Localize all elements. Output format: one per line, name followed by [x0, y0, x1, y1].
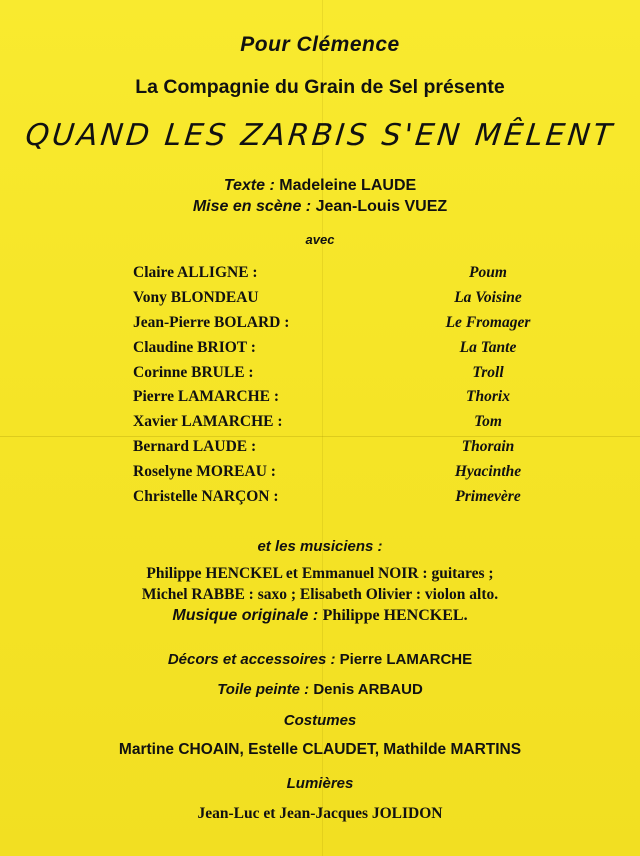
- cast-actor: Claire ALLIGNE :: [133, 264, 258, 281]
- lumieres-heading: Lumières: [286, 775, 354, 792]
- cast-role: Thorix: [466, 388, 510, 406]
- costumes-heading: Costumes: [283, 712, 357, 729]
- cast-actor: Jean-Pierre BOLARD :: [133, 313, 290, 331]
- cast-role: Thorain: [461, 438, 515, 456]
- decors-value: Pierre LAMARCHE: [339, 651, 473, 668]
- cast-role: Poum: [469, 264, 507, 281]
- cast-actor: Christelle NARÇON :: [133, 488, 279, 506]
- cast-row: [133, 339, 533, 364]
- avec-label: avec: [305, 232, 335, 247]
- dedication: Pour Clémence: [240, 33, 400, 56]
- decors-credit: [0, 651, 640, 668]
- cast-row: [133, 264, 533, 289]
- lumieres-names: Jean-Luc et Jean-Jacques JOLIDON: [197, 805, 443, 822]
- cast-actor: Pierre LAMARCHE :: [133, 388, 280, 406]
- cast-row: [133, 364, 533, 389]
- texte-credit: [0, 177, 640, 195]
- cast-role: Hyacinthe: [454, 463, 522, 481]
- toile-peinte-credit: [0, 681, 640, 698]
- musicians-line-2: Michel RABBE : saxo ; Elisabeth Olivier : violon alto.: [141, 586, 499, 603]
- cast-actor: Bernard LAUDE :: [133, 438, 257, 456]
- musique-originale-value: Philippe HENCKEL.: [322, 607, 468, 624]
- texte-value: Madeleine LAUDE: [279, 177, 417, 194]
- cast-actor: Corinne BRULE :: [133, 363, 254, 381]
- cast-row: [133, 314, 533, 339]
- musicians-heading: et les musiciens :: [257, 538, 383, 555]
- cast-role: Primevère: [455, 488, 521, 506]
- cast-role: Tom: [474, 413, 502, 431]
- play-title: QUAND LES ZARBIS S'EN MÊLENT: [23, 118, 617, 153]
- cast-role: La Tante: [459, 338, 517, 356]
- mise-en-scene-label: Mise en scène :: [192, 198, 312, 215]
- cast-role: Troll: [472, 363, 504, 381]
- cast-actor: Claudine BRIOT :: [133, 338, 256, 356]
- cast-actor: Roselyne MOREAU :: [133, 463, 276, 481]
- mise-en-scene-value: Jean-Louis VUEZ: [315, 198, 448, 215]
- mise-en-scene-credit: [0, 198, 640, 216]
- cast-row: [133, 463, 533, 488]
- cast-role: La Voisine: [454, 288, 522, 306]
- cast-row: [133, 488, 533, 513]
- cast-row: [133, 388, 533, 413]
- cast-actor: Xavier LAMARCHE :: [133, 413, 283, 431]
- company-line: La Compagnie du Grain de Sel présente: [135, 76, 505, 98]
- costumes-names: Martine CHOAIN, Estelle CLAUDET, Mathilde MARTINS: [118, 741, 522, 758]
- cast-row: [133, 438, 533, 463]
- toile-peinte-label: Toile peinte :: [217, 681, 310, 698]
- decors-label: Décors et accessoires :: [167, 651, 336, 668]
- cast-actor: Vony BLONDEAU: [133, 288, 259, 306]
- toile-peinte-value: Denis ARBAUD: [313, 681, 423, 698]
- cast-row: [133, 413, 533, 438]
- cast-row: [133, 289, 533, 314]
- cast-list: [133, 264, 533, 513]
- musique-originale-credit: [0, 607, 640, 625]
- musique-originale-label: Musique originale :: [172, 607, 319, 624]
- cast-role: Le Fromager: [445, 313, 531, 331]
- musicians-line-1: Philippe HENCKEL et Emmanuel NOIR : guitares ;: [146, 565, 494, 582]
- texte-label: Texte :: [223, 177, 275, 194]
